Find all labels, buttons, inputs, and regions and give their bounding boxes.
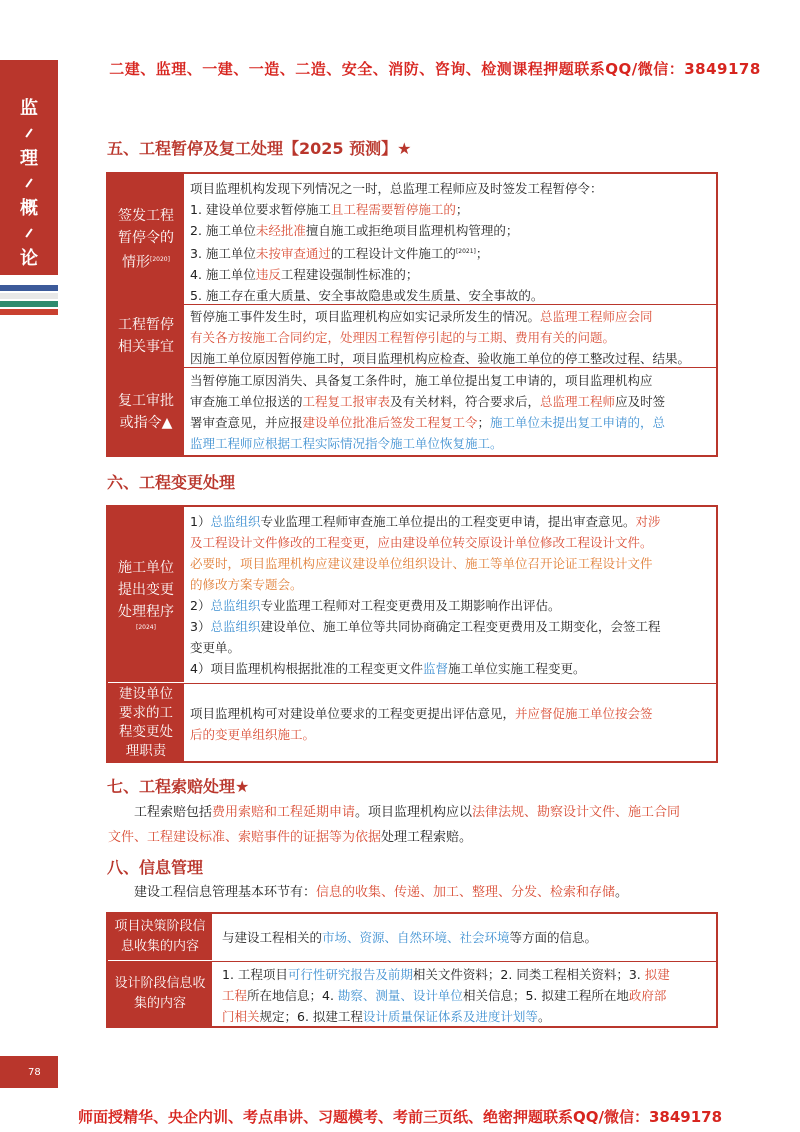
row-label: 施工单位 提出变更 处理程序 [2024] [108, 507, 184, 682]
divider [108, 367, 716, 368]
text-run: 变更单。 [190, 640, 241, 655]
row-content [186, 178, 607, 306]
text-run: 文件、工程建设标准、索赔事件的证据等为依据 [108, 830, 382, 845]
text-line [190, 724, 653, 745]
text-run: 总监理工程师 [540, 394, 616, 409]
text-run: 施工单位实施工程变更。 [447, 661, 586, 676]
text-run: 1） [190, 514, 211, 529]
text-line [190, 220, 603, 241]
text-run: 及有关材料，符合要求后， [390, 394, 541, 409]
text-run: 且工程需要暂停施工的 [330, 202, 456, 217]
text-run: 等方面的信息。 [509, 930, 598, 945]
text-run: 监理工程师应根据工程实际情况指令施工单位恢复施工。 [190, 436, 503, 451]
text-line [190, 348, 690, 369]
text-run: 市场、资源、自然环境、社会环境 [322, 930, 510, 945]
text-line [190, 616, 661, 637]
side-tab-divider [25, 128, 32, 137]
text-run: 暂停施工事件发生时，项目监理机构应如实记录所发生的情况。 [190, 309, 541, 324]
text-line [190, 327, 690, 348]
text-run: 工程索赔包括 [134, 805, 213, 820]
text-line [190, 532, 661, 553]
text-run: 工程建设强制性标准的； [280, 267, 419, 283]
row-label: 复工审批 或指令▲ [108, 368, 184, 455]
divider [108, 304, 716, 305]
text-run: 总监组织 [210, 619, 261, 634]
text-run: 政府部 [628, 988, 667, 1003]
text-run: 项目监理机构可对建设单位要求的工程变更提出评估意见， [190, 706, 516, 721]
text-line [190, 391, 665, 412]
text-run: 违反 [255, 267, 281, 283]
claims-paragraph [108, 800, 680, 850]
text-run: 总监组织 [210, 598, 261, 613]
text-run: 未按审查通过 [255, 246, 331, 262]
row-content [186, 703, 657, 745]
text-run: 总监组织 [210, 514, 261, 529]
decor-stripe [0, 285, 58, 291]
row-label: 签发工程 暂停令的 情形[2020] [108, 174, 184, 304]
text-line [222, 985, 670, 1006]
text-line [190, 199, 603, 220]
text-line [222, 927, 597, 948]
section-title-8: 八、信息管理 [107, 858, 204, 877]
text-run: 建设工程信息管理基本环节有： [134, 885, 317, 900]
text-run: 署审查意见，并应报 [190, 415, 303, 430]
row-content [186, 511, 665, 679]
text-line [222, 964, 670, 985]
text-run: ； [475, 246, 489, 262]
text-run: 项目监理机构发现下列情况之一时，总监理工程师应及时签发工程暂停令： [190, 181, 603, 196]
text-run: 1. 建设单位要求暂停施工 [190, 202, 331, 217]
side-tab-char: 概 [20, 198, 38, 219]
text-run: 因施工单位原因暂停施工时，项目监理机构应检查、验收施工单位的停工整改过程、结果。 [190, 351, 691, 366]
text-run: 专业监理工程师审查施工单位提出的工程变更申请，提出审查意见。 [260, 514, 636, 529]
text-run: 费用索赔和工程延期申请 [212, 805, 356, 820]
text-run: 对涉 [635, 514, 661, 529]
text-run: 并应督促施工单位按会签 [515, 706, 653, 721]
text-run: 专业监理工程师对工程变更费用及工期影响作出评估。 [260, 598, 561, 613]
chapter-side-tab [0, 60, 58, 275]
text-line [190, 241, 603, 264]
text-run: 。项目监理机构应以 [355, 805, 473, 820]
text-run: 门相关 [222, 1009, 260, 1024]
text-run: 3. 施工单位 [190, 246, 256, 262]
row-label: 项目决策阶段信 息收集的内容 [108, 914, 212, 960]
text-run: 相关信息；5. 拟建工程所在地 [462, 988, 629, 1003]
text-run: 可行性研究报告及前期 [287, 967, 413, 982]
side-tab-divider [25, 178, 32, 187]
text-line [190, 595, 661, 616]
text-line [190, 178, 603, 199]
text-run: 建设单位、施工单位等共同协商确定工程变更费用及工期变化，会签工程 [260, 619, 661, 634]
text-run: 与建设工程相关的 [222, 930, 323, 945]
row-content [218, 927, 601, 948]
text-run: 当暂停施工原因消失、具备复工条件时，施工单位提出复工申请的，项目监理机构应 [190, 373, 653, 388]
text-line [222, 1006, 670, 1027]
row-content [186, 306, 694, 369]
text-run: 。 [537, 1009, 551, 1024]
side-tab-char: 论 [20, 248, 38, 269]
text-run: 工程 [222, 988, 248, 1003]
row-content [218, 964, 674, 1027]
text-line [190, 511, 661, 532]
text-line [190, 264, 603, 285]
text-run: 法律法规、勘察设计文件、施工合同 [472, 805, 681, 820]
text-run: 2） [190, 598, 211, 613]
text-run: 应及时签 [615, 394, 666, 409]
text-line [190, 637, 661, 658]
star-icon: ★ [397, 139, 412, 158]
text-line [190, 433, 665, 454]
work-suspension-table [106, 172, 718, 457]
text-run: 审查施工单位报送的 [190, 394, 303, 409]
text-run: 的工程设计文件施工的 [330, 246, 456, 262]
text-run: [2021] [455, 248, 476, 255]
text-run: 2. 施工单位 [190, 223, 256, 238]
text-run: 施工单位未提出复工申请的，总 [490, 415, 666, 430]
section-title-7: 七、工程索赔处理★ [107, 777, 250, 796]
side-tab-divider [25, 228, 32, 237]
text-line [190, 370, 665, 391]
text-run: 擅自施工或拒绝项目监理机构管理的； [305, 223, 519, 238]
text-run: 相关文件资料；2. 同类工程相关资料；3. [412, 967, 645, 982]
row-label: 设计阶段信息收 集的内容 [108, 962, 212, 1026]
text-run: 监督 [422, 661, 448, 676]
divider [108, 683, 716, 684]
text-run: 3） [190, 619, 211, 634]
text-run: 信息的收集、传递、加工、整理、分发、检索和存储 [316, 885, 616, 900]
side-tab-char: 理 [20, 148, 38, 169]
row-label: 工程暂停 相关事宜 [108, 305, 184, 367]
text-run: 有关各方按施工合同约定，处理因工程暂停引起的与工期、费用有关的问题。 [190, 330, 616, 345]
row-content [186, 370, 669, 454]
text-run: 的修改方案专题会。 [190, 577, 303, 592]
change-order-table [106, 505, 718, 763]
text-run: 4）项目监理机构根据批准的工程变更文件 [190, 661, 423, 676]
text-line [190, 553, 661, 574]
text-run: 及工程设计文件修改的工程变更，应由建设单位转交原设计单位修改工程设计文件。 [190, 535, 653, 550]
text-run: 未经批准 [255, 223, 306, 238]
star-icon: ★ [235, 777, 250, 796]
text-run: 勘察、测量、设计单位 [337, 988, 463, 1003]
text-run: 必要时，项目监理机构应建议建设单位组织设计、施工等单位召开论证工程设计文件 [190, 556, 653, 571]
text-run: 4. 施工单位 [190, 267, 256, 283]
text-run: 总监理工程师应会同 [540, 309, 653, 324]
top-promo-banner: 二建、监理、一建、一造、二造、安全、消防、咨询、检测课程押题联系QQ/微信：3849178 [109, 60, 761, 78]
text-run: 拟建 [644, 967, 670, 982]
info-collection-table [106, 912, 718, 1028]
section-title-6: 六、工程变更处理 [107, 473, 236, 492]
text-line [190, 574, 661, 595]
text-run: 处理工程索赔。 [381, 830, 473, 845]
text-line [190, 285, 603, 306]
page-number: 78 [0, 1056, 58, 1088]
text-run: 后的变更单组织施工。 [190, 727, 316, 742]
row-label: 建设单位 要求的工 程变更处 理职责 [108, 684, 184, 761]
side-tab-char: 监 [20, 98, 38, 119]
text-line [190, 658, 661, 679]
text-run: 1. 工程项目 [222, 967, 288, 982]
bottom-promo-banner: 师面授精华、央企内训、考点串讲、习题模考、考前三页纸、绝密押题联系QQ/微信：3849178 [77, 1108, 723, 1126]
text-run: 所在地信息；4. [247, 988, 338, 1003]
text-run: 工程复工报审表 [302, 394, 391, 409]
text-run: 规定；6. 拟建工程 [259, 1009, 363, 1024]
decor-stripe [0, 301, 58, 307]
text-run: 。 [615, 885, 629, 900]
text-run: 建设单位批准后签发工程复工令 [302, 415, 478, 430]
text-run: ； [455, 202, 469, 217]
section-title-5: 五、工程暂停及复工处理【2025 预测】★ [107, 139, 412, 158]
text-run: 设计质量保证体系及进度计划等 [362, 1009, 538, 1024]
text-run: ； [477, 415, 491, 430]
info-intro [134, 880, 628, 905]
decor-stripe [0, 293, 58, 299]
text-line [190, 412, 665, 433]
text-line [190, 703, 653, 724]
text-run: 5. 施工存在重大质量、安全事故隐患或发生质量、安全事故的。 [190, 288, 544, 304]
text-line [190, 306, 690, 327]
decor-stripe [0, 309, 58, 315]
